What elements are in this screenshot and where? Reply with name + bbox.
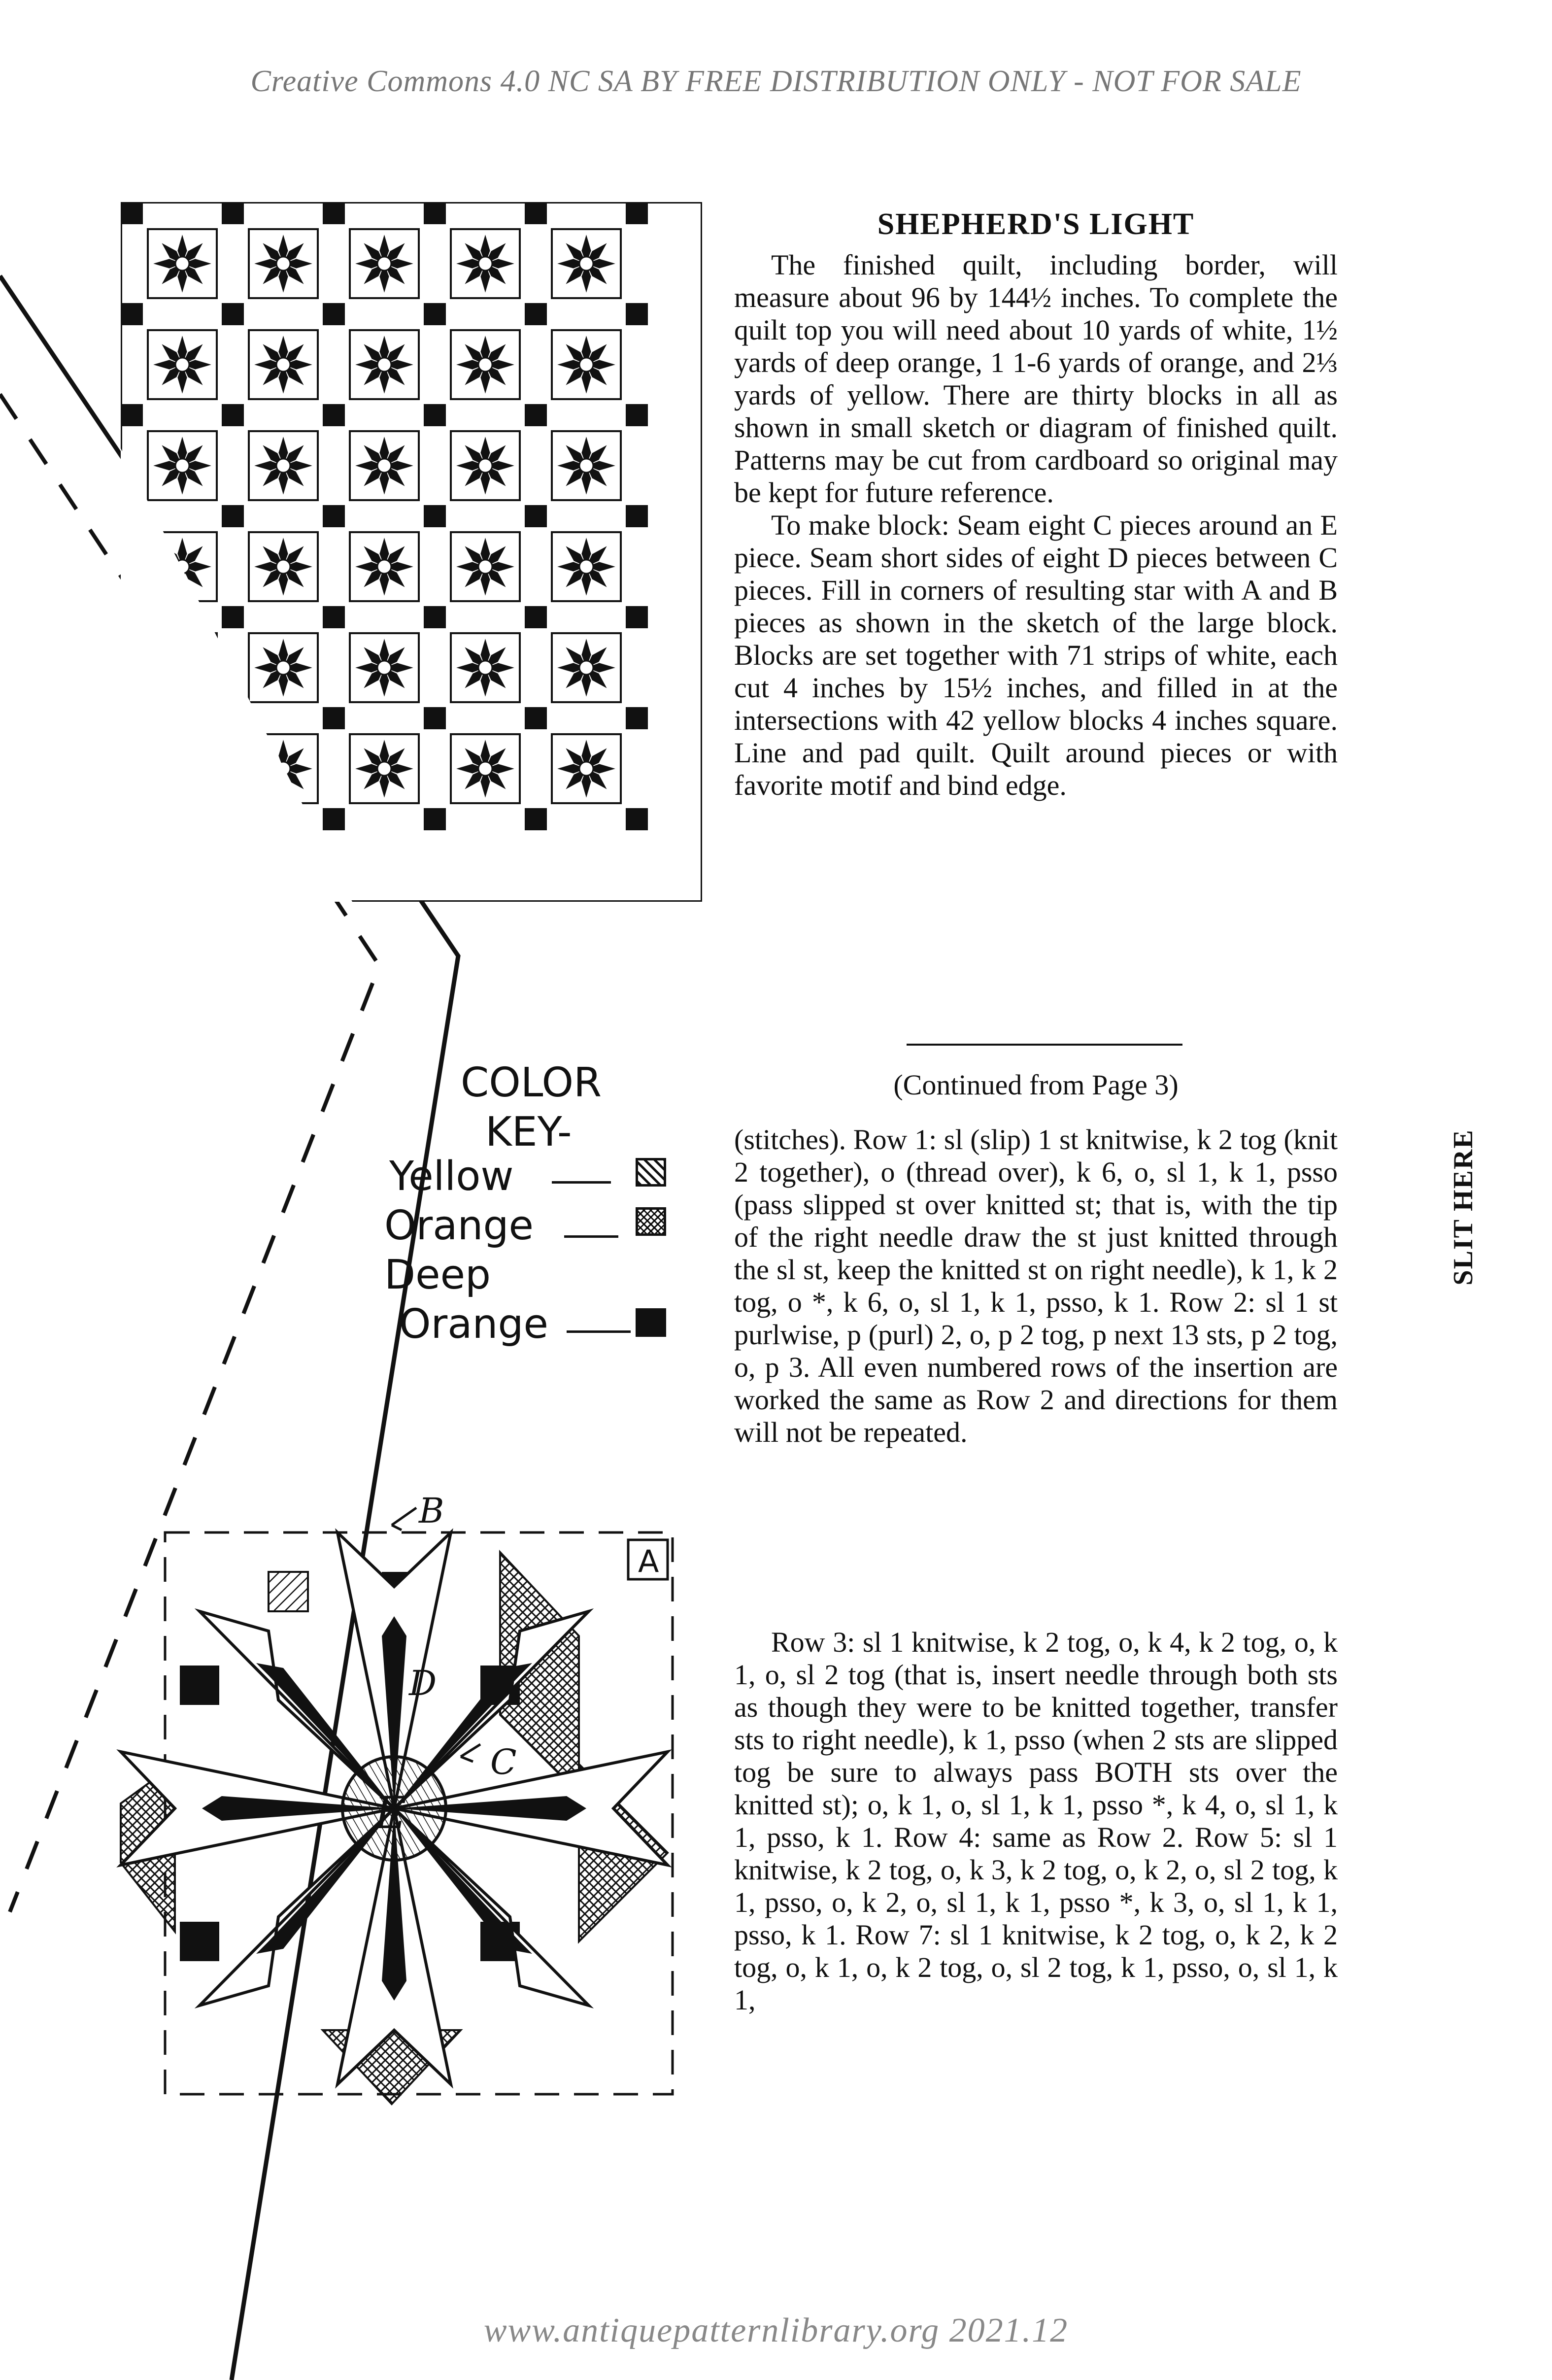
quilt-block <box>148 330 217 399</box>
sash-square <box>424 606 446 628</box>
instruction-paragraph: (stitches). Row 1: sl (slip) 1 st knitwise, k 2 tog (knit 2 together), o (thread over), k 6, o, sl 1, k 1, psso (pass slipped st over knitted st; that is, with the tip of the right needle draw the st just knitted through the sl st, keep the knitted st on right needle), k 1, k 2 tog, o *, k 6, o, sl 1, k 1, psso, k 1. Row 2: sl 1 st purlwise, p (purl) 2, o, p 2 tog, p next 13 sts, p 2 tog, o, p 3. All even numbered rows of the insertion are worked the same as Row 2 and directions for them will not be repeated. <box>734 1123 1338 1448</box>
sash-square <box>525 707 547 729</box>
quilt-block <box>350 734 419 803</box>
quilt-block <box>451 330 520 399</box>
instruction-paragraph: Row 3: sl 1 knitwise, k 2 tog, o, k 4, k 2 tog, o, k 1, o, sl 2 tog (that is, insert needle through both sts as though they were to be knitted together, transfer sts to right needle), k 1, psso (when 2 sts are slipped tog be sure to always pass BOTH sts over the knitted st); o, k 1, o, sl 1, k 1, psso *, k 4, o, sl 1, k 1, psso, k 1. Row 4: same as Row 2. Row 5: sl 1 knitwise, k 2 tog, o, k 3, k 2 tog, o, k 2, o, sl 2 tog, k 1, psso, o, k 2, o, sl 1, k 1, psso *, k 3, o, sl 1, k 1, psso, k 1. Row 7: sl 1 knitwise, k 2 tog, o, k 2, k 2 tog, o, k 1, o, k 2 tog, o, sl 2 tog, k 1, psso, o, sl 1, k 1, <box>734 1626 1338 2016</box>
sash-square <box>222 404 244 426</box>
article-title: SHEPHERD'S LIGHT <box>877 207 1195 241</box>
key-leader <box>552 1181 611 1184</box>
quilt-block <box>350 431 419 500</box>
quilt-block <box>249 532 318 601</box>
sash-square <box>222 505 244 527</box>
article-body <box>734 249 1338 802</box>
quilt-block <box>249 229 318 298</box>
sash-square <box>121 303 143 325</box>
block-diagram <box>106 1488 687 2119</box>
label-b: B <box>419 1491 444 1531</box>
key-label-deep-orange: Orange <box>399 1301 548 1348</box>
quilt-block <box>451 734 520 803</box>
label-d: D <box>409 1663 437 1703</box>
quilt-block <box>249 330 318 399</box>
label-c: C <box>490 1742 517 1782</box>
sash-square <box>222 303 244 325</box>
slit-here-label <box>1444 1109 1483 1306</box>
quilt-block <box>350 532 419 601</box>
deep-orange-swatch <box>636 1308 666 1337</box>
sash-square <box>525 404 547 426</box>
sash-square <box>626 404 648 426</box>
instructions-part-2 <box>734 1626 1338 2016</box>
sash-square <box>222 606 244 628</box>
quilt-block <box>451 532 520 601</box>
quilt-block <box>148 229 217 298</box>
sash-square <box>323 202 345 224</box>
quilt-block <box>451 633 520 702</box>
color-key-title: COLOR <box>461 1059 602 1106</box>
sash-square <box>626 606 648 628</box>
sash-square <box>424 808 446 830</box>
section-divider <box>907 1044 1182 1046</box>
orange-swatch <box>636 1207 666 1236</box>
sash-square <box>323 303 345 325</box>
sash-square <box>525 202 547 224</box>
sash-square <box>626 505 648 527</box>
key-label-deep: Deep <box>384 1252 491 1298</box>
instructions-part-1 <box>734 1123 1338 1449</box>
license-header: Creative Commons 4.0 NC SA BY FREE DISTRIBUTION ONLY - NOT FOR SALE <box>250 65 1302 98</box>
sash-square <box>626 202 648 224</box>
quilt-block <box>350 330 419 399</box>
sash-square <box>626 808 648 830</box>
sash-square <box>323 707 345 729</box>
site-footer: www.antiquepatternlibrary.org 2021.12 <box>483 2312 1069 2349</box>
yellow-swatch <box>636 1158 666 1187</box>
quilt-block <box>451 229 520 298</box>
sash-square <box>424 505 446 527</box>
article-paragraph: To make block: Seam eight C pieces around an E piece. Seam short sides of eight D pieces between C pieces. Fill in corners of resulting star with A and B pieces as shown in the sketch of the large block. Blocks are set together with 71 strips of white, each cut 4 inches by 15½ inches, and filled in at the intersections with 42 yellow blocks 4 inches square. Line and pad quilt. Quilt around pieces or with favorite motif and bind edge. <box>734 509 1338 801</box>
key-label-orange: Orange <box>384 1202 534 1249</box>
sash-square <box>525 808 547 830</box>
sash-square <box>121 404 143 426</box>
quilt-block <box>249 633 318 702</box>
sash-square <box>424 707 446 729</box>
label-a: A <box>638 1543 659 1579</box>
quilt-block <box>350 633 419 702</box>
sash-square <box>323 606 345 628</box>
key-label-yellow: Yellow <box>389 1153 514 1200</box>
key-leader <box>567 1330 631 1333</box>
quilt-block <box>552 734 621 803</box>
sash-square <box>626 303 648 325</box>
sash-square <box>424 303 446 325</box>
quilt-block <box>249 431 318 500</box>
quilt-block <box>148 431 217 500</box>
sash-square <box>121 202 143 224</box>
sash-square <box>525 505 547 527</box>
quilt-block <box>552 532 621 601</box>
sash-square <box>222 202 244 224</box>
sash-square <box>525 606 547 628</box>
sash-square <box>323 404 345 426</box>
quilt-block <box>552 431 621 500</box>
sash-square <box>424 202 446 224</box>
sash-square <box>323 505 345 527</box>
sash-square <box>626 707 648 729</box>
quilt-block <box>552 330 621 399</box>
sash-square <box>525 303 547 325</box>
slit-here-text: SLIT HERE <box>1448 1129 1479 1286</box>
label-e: E <box>374 1787 407 1839</box>
continued-note: (Continued from Page 3) <box>893 1069 1179 1101</box>
quilt-block <box>350 229 419 298</box>
quilt-block <box>552 633 621 702</box>
color-key-title-2: KEY- <box>485 1109 572 1156</box>
article-paragraph: The finished quilt, including border, will measure about 96 by 144½ inches. To complete the quilt top you will need about 10 yards of white, 1½ yards of deep orange, 1 1-6 yards of orange, and 2⅓ yards of yellow. There are thirty blocks in all as shown in small sketch or diagram of finished quilt. Patterns may be cut from cardboard so original may be kept for future reference. <box>734 249 1338 509</box>
key-leader <box>564 1235 618 1238</box>
sash-square <box>323 808 345 830</box>
quilt-block <box>552 229 621 298</box>
sash-square <box>424 404 446 426</box>
quilt-diagram <box>121 202 702 902</box>
quilt-block <box>451 431 520 500</box>
